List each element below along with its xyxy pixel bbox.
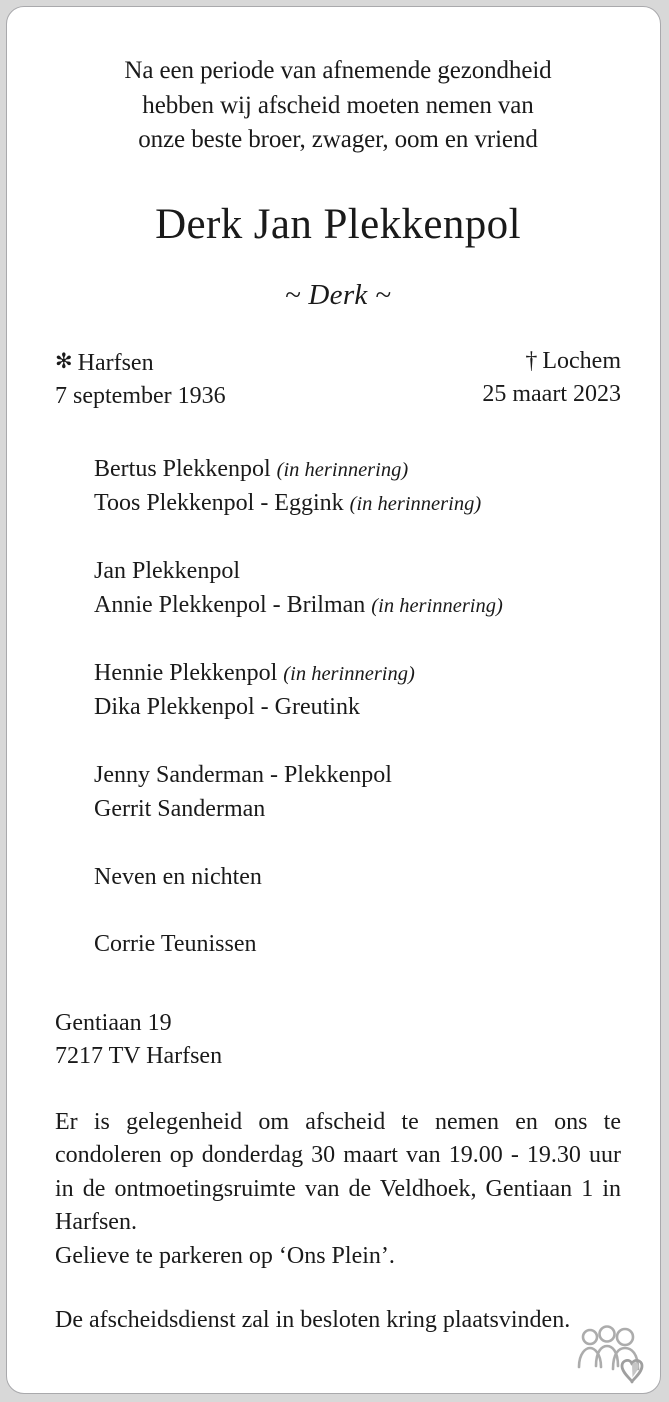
family-heart-logo-icon	[574, 1325, 646, 1387]
lifespan-block	[55, 345, 621, 413]
family-member-row	[94, 487, 621, 522]
family-group	[94, 657, 621, 726]
family-member-note: (in herinnering)	[371, 595, 503, 617]
family-member-name: Bertus Plekkenpol	[94, 455, 271, 482]
family-member-note: (in herinnering)	[283, 662, 415, 685]
family-group	[94, 928, 621, 963]
family-member-name: Jenny Sanderman - Plekkenpol	[94, 761, 392, 788]
family-member-name: Jan Plekkenpol	[94, 557, 240, 584]
family-group	[94, 453, 621, 522]
intro-line-3: onze beste broer, zwager, oom en vriend	[138, 126, 538, 153]
family-member-row	[94, 589, 621, 624]
service-paragraph: De afscheidsdienst zal in besloten kring plaatsvinden.	[55, 1307, 571, 1333]
intro-line-1: Na een periode van afnemende gezondheid	[124, 57, 552, 84]
family-group	[94, 555, 621, 624]
birth-date: 7 september 1936	[55, 382, 226, 409]
address-street: Gentiaan 19	[55, 1009, 172, 1036]
family-member-name: Neven en nichten	[94, 863, 262, 890]
birth-asterisk-icon: ✻	[55, 348, 73, 373]
address-city: 7217 TV Harfsen	[55, 1043, 223, 1069]
birth-details	[55, 345, 226, 413]
parking-paragraph: Gelieve te parkeren op ‘Ons Plein’.	[55, 1242, 395, 1269]
death-details	[482, 345, 621, 413]
intro-text	[55, 7, 621, 158]
family-member-name: Corrie Teunissen	[94, 931, 257, 957]
family-member-row	[94, 657, 621, 692]
family-group	[94, 759, 621, 828]
family-member-name: Dika Plekkenpol - Greutink	[94, 694, 360, 720]
card-content	[55, 7, 621, 1393]
family-member-row	[94, 555, 621, 590]
family-member-name: Toos Plekkenpol - Eggink	[94, 490, 344, 516]
condolence-paragraph: Er is gelegenheid om afscheid te nemen en ons te condoleren op donderdag 30 maart van 19.00 - 19.30 uur in de ontmoetingsruimte van de Veldhoek, Gentiaan 1 in Harfsen.	[55, 1108, 621, 1235]
address-block	[55, 1007, 621, 1074]
death-cross-icon: †	[525, 347, 538, 374]
family-member-row	[94, 691, 621, 726]
family-member-row	[94, 759, 621, 794]
family-member-name: Hennie Plekkenpol	[94, 659, 278, 686]
death-date: 25 maart 2023	[482, 380, 621, 407]
family-member-row	[94, 861, 621, 896]
family-member-row	[94, 453, 621, 488]
death-place-row	[482, 345, 621, 378]
family-member-row	[94, 928, 621, 963]
deceased-nickname: ~ Derk ~	[284, 278, 392, 311]
deceased-full-name: Derk Jan Plekkenpol	[155, 200, 521, 248]
family-list	[55, 453, 621, 963]
intro-line-2: hebben wij afscheid moeten nemen van	[142, 91, 534, 119]
family-member-note: (in herinnering)	[276, 458, 409, 481]
family-member-row	[94, 793, 621, 828]
family-group	[94, 861, 621, 896]
obituary-card	[6, 6, 661, 1394]
family-member-name: Annie Plekkenpol - Brilman	[94, 592, 366, 618]
birth-place-row	[55, 345, 226, 380]
family-member-name: Gerrit Sanderman	[94, 796, 266, 822]
birth-place: Harfsen	[77, 349, 154, 376]
family-member-note: (in herinnering)	[349, 493, 482, 515]
death-place: Lochem	[542, 347, 621, 374]
